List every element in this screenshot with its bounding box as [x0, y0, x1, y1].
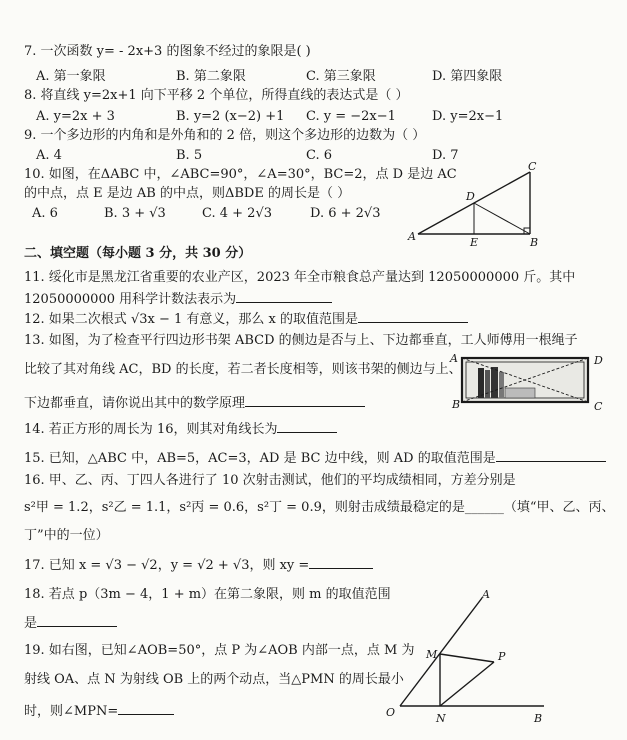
q13-line3 — [24, 394, 365, 412]
section-2-heading: 二、填空题（每小题 3 分，共 30 分） — [24, 246, 252, 261]
q13-line3-text: 下边都垂直，请你说出其中的数学原理 — [24, 396, 246, 411]
q10-option-d: D. 6 + 2√3 — [310, 206, 381, 221]
book-3 — [491, 367, 498, 398]
q14-line — [24, 420, 337, 438]
q14-text: 14. 若正方形的周长为 16，则其对角线长为 — [24, 422, 278, 437]
q9-stem: 9. 一个多边形的内角和是外角和的 2 倍，则这个多边形的边数为（ ） — [24, 128, 426, 143]
segment-pn — [440, 662, 494, 706]
q18-line2-text: 是 — [24, 616, 38, 631]
q14-answer-blank[interactable] — [277, 420, 337, 433]
q12-answer-blank[interactable] — [358, 310, 468, 323]
q9-option-c: C. 6 — [306, 148, 333, 163]
q10-option-a: A. 6 — [32, 206, 58, 221]
q11-answer-blank[interactable] — [236, 290, 332, 303]
q8-option-d: D. y=2x−1 — [432, 109, 504, 124]
label-p: P — [498, 650, 506, 663]
q12-line — [24, 310, 468, 328]
q13-line2: 比较了其对角线 AC，BD 的长度，若二者长度相等，则该书架的侧边与上、 — [24, 362, 462, 377]
label-m: M — [426, 648, 438, 661]
q10-triangle-figure — [406, 160, 556, 250]
label-c: C — [528, 160, 537, 173]
q15-answer-blank[interactable] — [496, 449, 606, 462]
q9-option-b: B. 5 — [176, 148, 203, 163]
book-stack — [505, 388, 535, 398]
q11-line2-text: 12050000000 用科学计数法表示为 — [24, 292, 237, 307]
q19-line2: 射线 OA、点 N 为射线 OB 上的两个动点，当△PMN 的周长最小 — [24, 672, 404, 687]
q12-text: 12. 如果二次根式 √3x − 1 有意义，那么 x 的取值范围是 — [24, 312, 358, 327]
label-a: A — [408, 230, 416, 243]
label-d: D — [594, 354, 603, 367]
q15-text: 15. 已知，△ABC 中，AB=5，AC=3，AD 是 BC 边中线，则 AD 的取值范围是 — [24, 451, 496, 466]
label-b: B — [534, 712, 543, 725]
label-e: E — [470, 236, 479, 249]
label-c: C — [594, 400, 603, 413]
ray-oa — [400, 598, 482, 706]
q19-line3 — [24, 702, 174, 720]
label-a: A — [450, 352, 458, 365]
q17-answer-blank[interactable] — [309, 556, 373, 569]
q7-option-a: A. 第一象限 — [36, 69, 106, 84]
q7-stem: 7. 一次函数 y= - 2x+3 的图象不经过的象限是( ) — [24, 44, 311, 59]
q18-line2 — [24, 614, 117, 632]
q8-option-c: C. y = −2x−1 — [306, 109, 396, 124]
q9-option-a: A. 4 — [36, 148, 62, 163]
q8-stem: 8. 将直线 y=2x+1 向下平移 2 个单位，所得直线的表达式是（ ） — [24, 88, 409, 103]
q10-stem-line1: 10. 如图，在ΔABC 中，∠ABC=90°，∠A=30°，BC=2，点 D 是边 AC — [24, 167, 457, 182]
label-a: A — [482, 588, 490, 601]
q19-answer-blank[interactable] — [118, 702, 174, 715]
q7-option-b: B. 第二象限 — [176, 69, 246, 84]
q8-option-a: A. y=2x + 3 — [36, 109, 115, 124]
q11-line1: 11. 绥化市是黑龙江省重要的农业产区，2023 年全市粮食总产量达到 12050000000 斤。其中 — [24, 270, 576, 285]
q18-answer-blank[interactable] — [37, 614, 117, 627]
q10-option-c: C. 4 + 2√3 — [202, 206, 273, 221]
q11-line2 — [24, 290, 332, 308]
q8-option-b: B. y=2 (x−2) +1 — [176, 109, 285, 124]
segment-bd — [474, 203, 530, 234]
q17-text: 17. 已知 x = √3 − √2，y = √2 + √3，则 xy = — [24, 558, 310, 573]
q9-option-d: D. 7 — [432, 148, 459, 163]
q13-answer-blank[interactable] — [245, 394, 365, 407]
q10-option-b: B. 3 + √3 — [104, 206, 166, 221]
label-b: B — [530, 236, 539, 249]
q18-line1: 18. 若点 p（3m − 4，1 + m）在第二象限，则 m 的取值范围 — [24, 587, 391, 602]
q16-line2: s²甲 = 1.2，s²乙 = 1.1，s²丙 = 0.6，s²丁 = 0.9，则射击成绩最稳定的是______（填“甲、乙、丙、 — [24, 500, 615, 515]
q19-line3-text: 时，则∠MPN= — [24, 704, 119, 719]
q7-option-c: C. 第三象限 — [306, 69, 376, 84]
q7-option-d: D. 第四象限 — [432, 69, 503, 84]
q13-line1: 13. 如图，为了检查平行四边形书架 ABCD 的侧边是否与上、下边都垂直，工人师傅用一根绳子 — [24, 333, 578, 348]
label-o: O — [386, 706, 396, 719]
q15-line — [24, 449, 606, 467]
q16-line1: 16. 甲、乙、丙、丁四人各进行了 10 次射击测试，他们的平均成绩相同，方差分别是 — [24, 473, 516, 488]
book-1 — [478, 368, 484, 398]
q19-line1: 19. 如右图，已知∠AOB=50°，点 P 为∠AOB 内部一点，点 M 为 — [24, 643, 415, 658]
book-4 — [499, 372, 504, 398]
q16-line3: 丁”中的一位） — [24, 528, 109, 543]
q10-stem-line2: 的中点，点 E 是边 AB 的中点，则ΔBDE 的周长是（ ） — [24, 186, 351, 201]
q19-angle-figure — [382, 588, 552, 728]
q13-bookshelf-figure — [448, 352, 613, 414]
label-b: B — [452, 398, 461, 411]
segment-mp — [440, 654, 494, 662]
q17-line — [24, 556, 373, 574]
label-d: D — [466, 190, 475, 203]
label-n: N — [436, 712, 446, 725]
